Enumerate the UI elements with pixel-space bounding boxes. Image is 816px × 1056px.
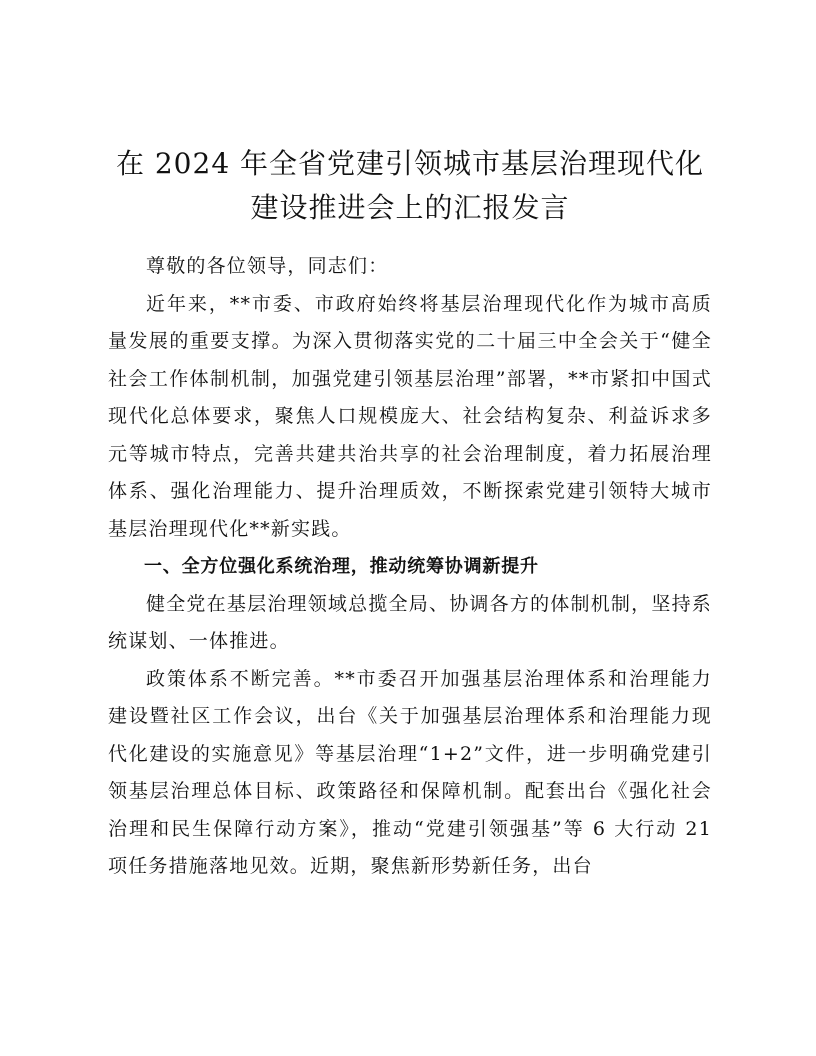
section-heading-1: 一、全方位强化系统治理，推动统筹协调新提升 [144,556,539,577]
document-title [108,142,712,230]
paragraph-section-intro: 健全党在基层治理领域总揽全局、协调各方的体制机制，坚持系统谋划、一体推进。 [108,592,712,652]
paragraph-intro: 近年来，**市委、市政府始终将基层治理现代化作为城市高质量发展的重要支撑。为深入贯彻落实党的二十届三中全会关于“健全社会工作体制机制，加强党建引领基层治理”部署，**市紧扣中国式现代化总体要求，聚焦人口规模庞大、社会结构复杂、利益诉求多元等城市特点，完善共建共治共享的社会治理制度，着力拓展治理体系、强化治理能力、提升治理质效，不断探索党建引领特大城市基层治理现代化**新实践。 [108,292,712,540]
paragraph-policy-system: 政策体系不断完善。**市委召开加强基层治理体系和治理能力建设暨社区工作会议，出台《关于加强基层治理体系和治理能力现代化建设的实施意见》等基层治理“1+2”文件，进一步明确党建引领基层治理总体目标、政策路径和保障机制。配套出台《强化社会治理和民生保障行动方案》，推动“党建引领强基”等 6 大行动 21 项任务措施落地见效。近期，聚焦新形势新任务，出台 [108,667,712,877]
document-page [108,142,712,886]
title-line-2: 建设推进会上的汇报发言 [250,191,570,224]
title-line-1: 在 2024 年全省党建引领城市基层治理现代化 [115,147,705,180]
salutation: 尊敬的各位领导，同志们： [146,255,389,277]
document-body [108,248,712,886]
